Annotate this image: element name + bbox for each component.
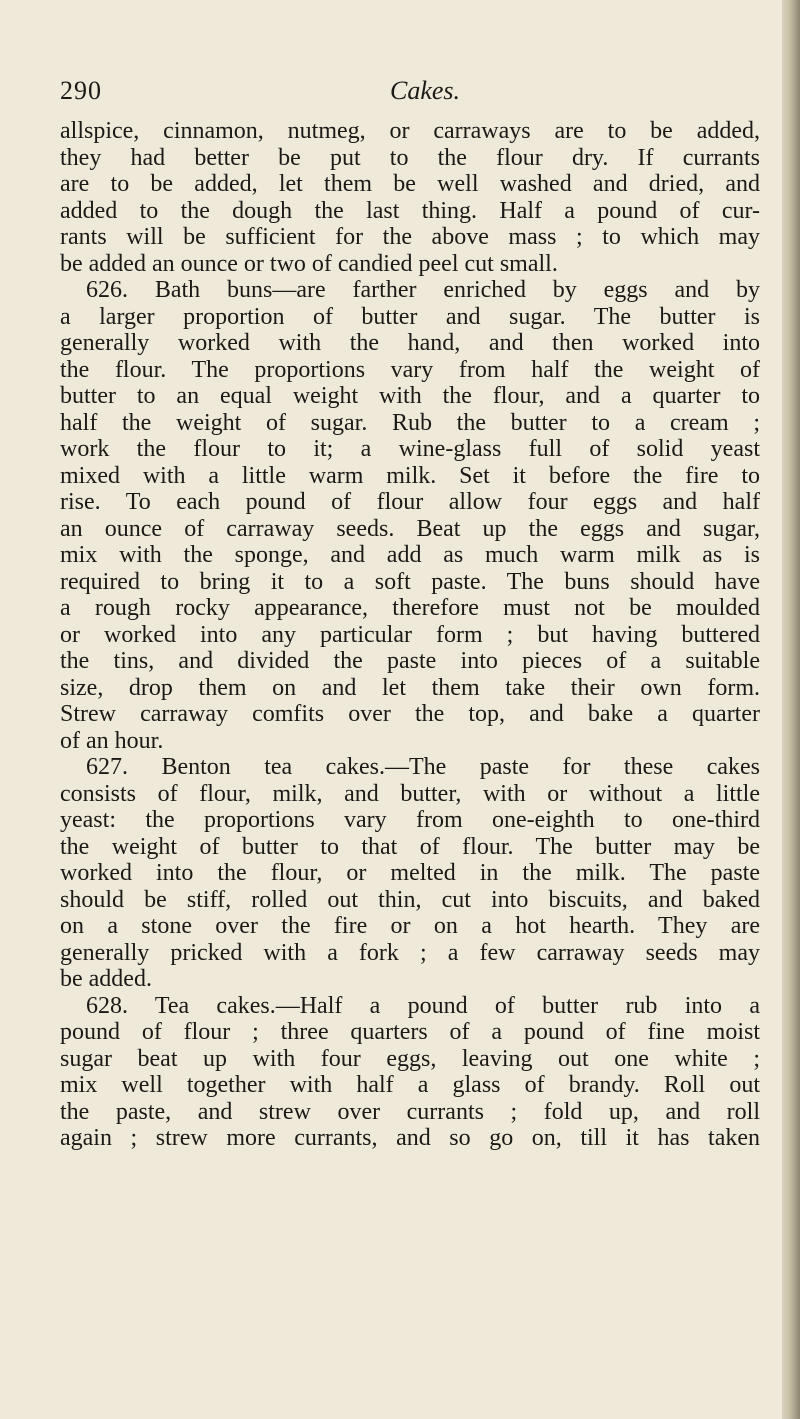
text-line: worked into the flour, or melted in the milk. The paste [60,860,760,886]
text-line: the weight of butter to that of flour. The butter may be [60,833,760,860]
text-line: size, drop them on and let them take their own form. [60,674,760,701]
body-text [60,118,760,1152]
text-line: consists of flour, milk, and butter, with or without a little [60,780,760,807]
page-header [60,76,760,110]
text-line: the paste, and strew over currants ; fold up, and roll [60,1098,760,1125]
text-line: rise. To each pound of flour allow four eggs and half [60,489,760,515]
text-line: they had better be put to the flour dry. If currants [60,144,760,171]
page-number: 290 [60,76,102,105]
text-line: allspice, cinnamon, nutmeg, or carraways are to be added, [60,118,760,144]
text-line: mixed with a little warm milk. Set it before the fire to [60,462,760,489]
text-line: of an hour. [60,727,164,754]
text-line: be added. [60,966,152,992]
text-line: butter to an equal weight with the flour, and a quarter to [60,383,760,409]
text-line: pound of flour ; three quarters of a pound of fine moist [60,1019,760,1045]
text-line: added to the dough the last thing. Half a pound of cur- [60,197,760,224]
text-line: or worked into any particular form ; but having buttered [60,621,760,648]
text-line: should be stiff, rolled out thin, cut into biscuits, and baked [60,886,760,913]
text-line: yeast: the proportions vary from one-eighth to one-third [60,807,760,833]
text-line: half the weight of sugar. Rub the butter to a cream ; [60,409,760,436]
text-line: sugar beat up with four eggs, leaving out one white ; [60,1045,760,1072]
text-line-section-628: 628. Tea cakes.—Half a pound of butter rub into a [86,992,760,1019]
text-line: again ; strew more currants, and so go on, till it has taken [60,1125,760,1151]
text-line: rants will be sufficient for the above mass ; to which may [60,224,760,250]
text-line: the flour. The proportions vary from half the weight of [60,356,760,383]
text-line: Strew carraway comfits over the top, and bake a quarter [60,701,760,727]
text-line: the tins, and divided the paste into pieces of a suitable [60,648,760,674]
running-title: Cakes. [390,76,461,105]
text-line: be added an ounce or two of candied peel cut small. [60,250,558,277]
text-line: generally worked with the hand, and then worked into [60,330,760,356]
text-line: an ounce of carraway seeds. Beat up the eggs and sugar, [60,515,760,542]
text-line: are to be added, let them be well washed and dried, and [60,171,760,197]
text-line: mix with the sponge, and add as much warm milk as is [60,542,760,568]
text-line: a larger proportion of butter and sugar. The butter is [60,303,760,330]
text-line: required to bring it to a soft paste. The buns should have [60,568,760,595]
text-line: a rough rocky appearance, therefore must not be moulded [60,595,760,621]
text-line: on a stone over the fire or on a hot hearth. They are [60,913,760,939]
text-line: generally pricked with a fork ; a few carraway seeds may [60,939,760,966]
text-line-section-627: 627. Benton tea cakes.—The paste for these cakes [86,754,760,780]
text-line: work the flour to it; a wine-glass full of solid yeast [60,436,760,462]
text-line-section-626: 626. Bath buns—are farther enriched by eggs and by [86,277,760,303]
page-edge [782,0,800,1419]
text-line: mix well together with half a glass of brandy. Roll out [60,1072,760,1098]
